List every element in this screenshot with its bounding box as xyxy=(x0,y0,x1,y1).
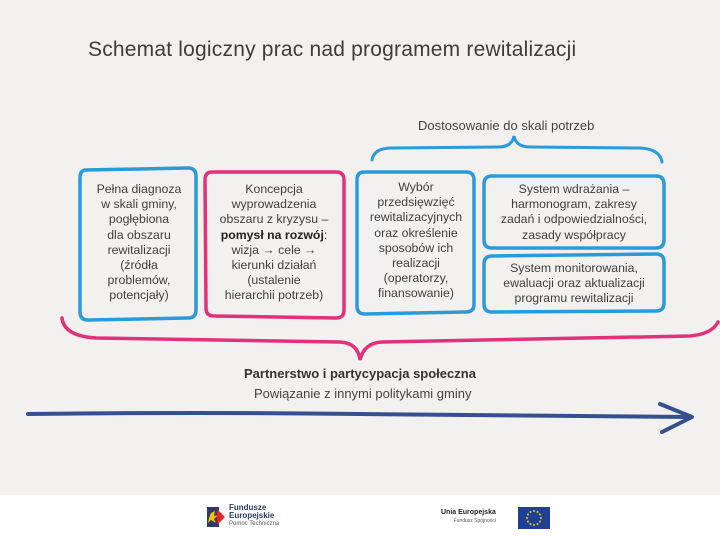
box-system-monitorowania-line: ewaluacji oraz aktualizacji xyxy=(503,276,645,291)
box-koncepcja-line: obszaru z kryzysu – xyxy=(219,212,329,227)
box-system-wdrazania-text xyxy=(486,182,662,243)
box-koncepcja-bold: pomysł na rozwój xyxy=(220,227,324,242)
adjust-scale-label: Dostosowanie do skali potrzeb xyxy=(418,118,595,133)
box-system-monitorowania-text xyxy=(486,261,662,307)
box-koncepcja-line: wizja → cele → xyxy=(231,242,317,257)
eu-flag-icon xyxy=(518,507,550,529)
box-wybor-line: rewitalizacyjnych xyxy=(369,210,463,225)
policies-label: Powiązanie z innymi politykami gminy xyxy=(254,386,472,401)
bottom-brace xyxy=(62,318,718,360)
box-koncepcja-line: (ustalenie xyxy=(247,273,301,288)
box-diagnoza-line: potencjały) xyxy=(109,288,169,303)
box-system-wdrazania-line: zasady współpracy xyxy=(522,227,626,242)
box-koncepcja-line: Koncepcja xyxy=(245,182,303,196)
box-wybor-line: (operatorzy, xyxy=(383,271,449,286)
box-wybor-line: Wybór xyxy=(398,180,434,194)
ue-subline: Fundusz Spójności xyxy=(453,518,496,524)
box-wybor-line: finansowanie) xyxy=(378,286,454,301)
box-diagnoza-line: problemów, xyxy=(107,273,171,288)
ue-line: Unia Europejska xyxy=(441,509,496,516)
box-koncepcja-line: wyprowadzenia xyxy=(231,197,317,212)
box-system-wdrazania-line: System wdrażania – xyxy=(518,182,630,196)
fe-line: Europejskie xyxy=(229,511,275,520)
fundusze-europejskie-text xyxy=(229,504,279,528)
box-wybor-line: oraz określenie xyxy=(374,225,458,240)
box-wybor-line: sposobów ich xyxy=(378,240,454,255)
timeline-arrow xyxy=(28,413,690,417)
unia-europejska-text xyxy=(441,509,496,525)
partnership-label: Partnerstwo i partycypacja społeczna xyxy=(244,366,476,381)
box-diagnoza-line: rewitalizacji xyxy=(107,242,171,257)
box-koncepcja-bold-line xyxy=(206,228,342,243)
box-diagnoza-line: (źródła xyxy=(120,258,158,273)
fe-subline: Pomoc Techniczna xyxy=(229,521,280,527)
box-system-wdrazania-line: zadań i odpowiedzialności, xyxy=(500,212,648,227)
slide-title: Schemat logiczny prac nad programem rewitalizacji xyxy=(88,38,577,61)
box-system-monitorowania-line: System monitorowania, xyxy=(510,261,638,275)
box-diagnoza-line: dla obszaru xyxy=(107,227,171,242)
box-wybor-line: realizacji xyxy=(392,256,440,271)
fe-line: Fundusze xyxy=(229,503,267,512)
box-wybor-text xyxy=(358,180,474,302)
footer-bar xyxy=(0,495,720,540)
box-system-monitorowania-line: programu rewitalizacji xyxy=(514,291,634,306)
fundusze-europejskie-logo-icon xyxy=(205,503,227,529)
box-diagnoza-text xyxy=(86,182,192,304)
box-system-wdrazania-line: harmonogram, zakresy xyxy=(511,197,637,212)
box-diagnoza-line: w skali gminy, xyxy=(101,197,177,212)
box-wybor-line: przedsięwzięć xyxy=(377,195,455,210)
box-koncepcja-text xyxy=(206,182,342,304)
box-diagnoza-line: Pełna diagnoza xyxy=(96,182,182,196)
top-brace xyxy=(372,136,662,162)
box-koncepcja-colon: : xyxy=(323,227,328,242)
box-koncepcja-line: hierarchii potrzeb) xyxy=(224,288,324,303)
box-diagnoza-line: pogłębiona xyxy=(108,212,170,227)
box-koncepcja-line: kierunki działań xyxy=(231,258,317,273)
